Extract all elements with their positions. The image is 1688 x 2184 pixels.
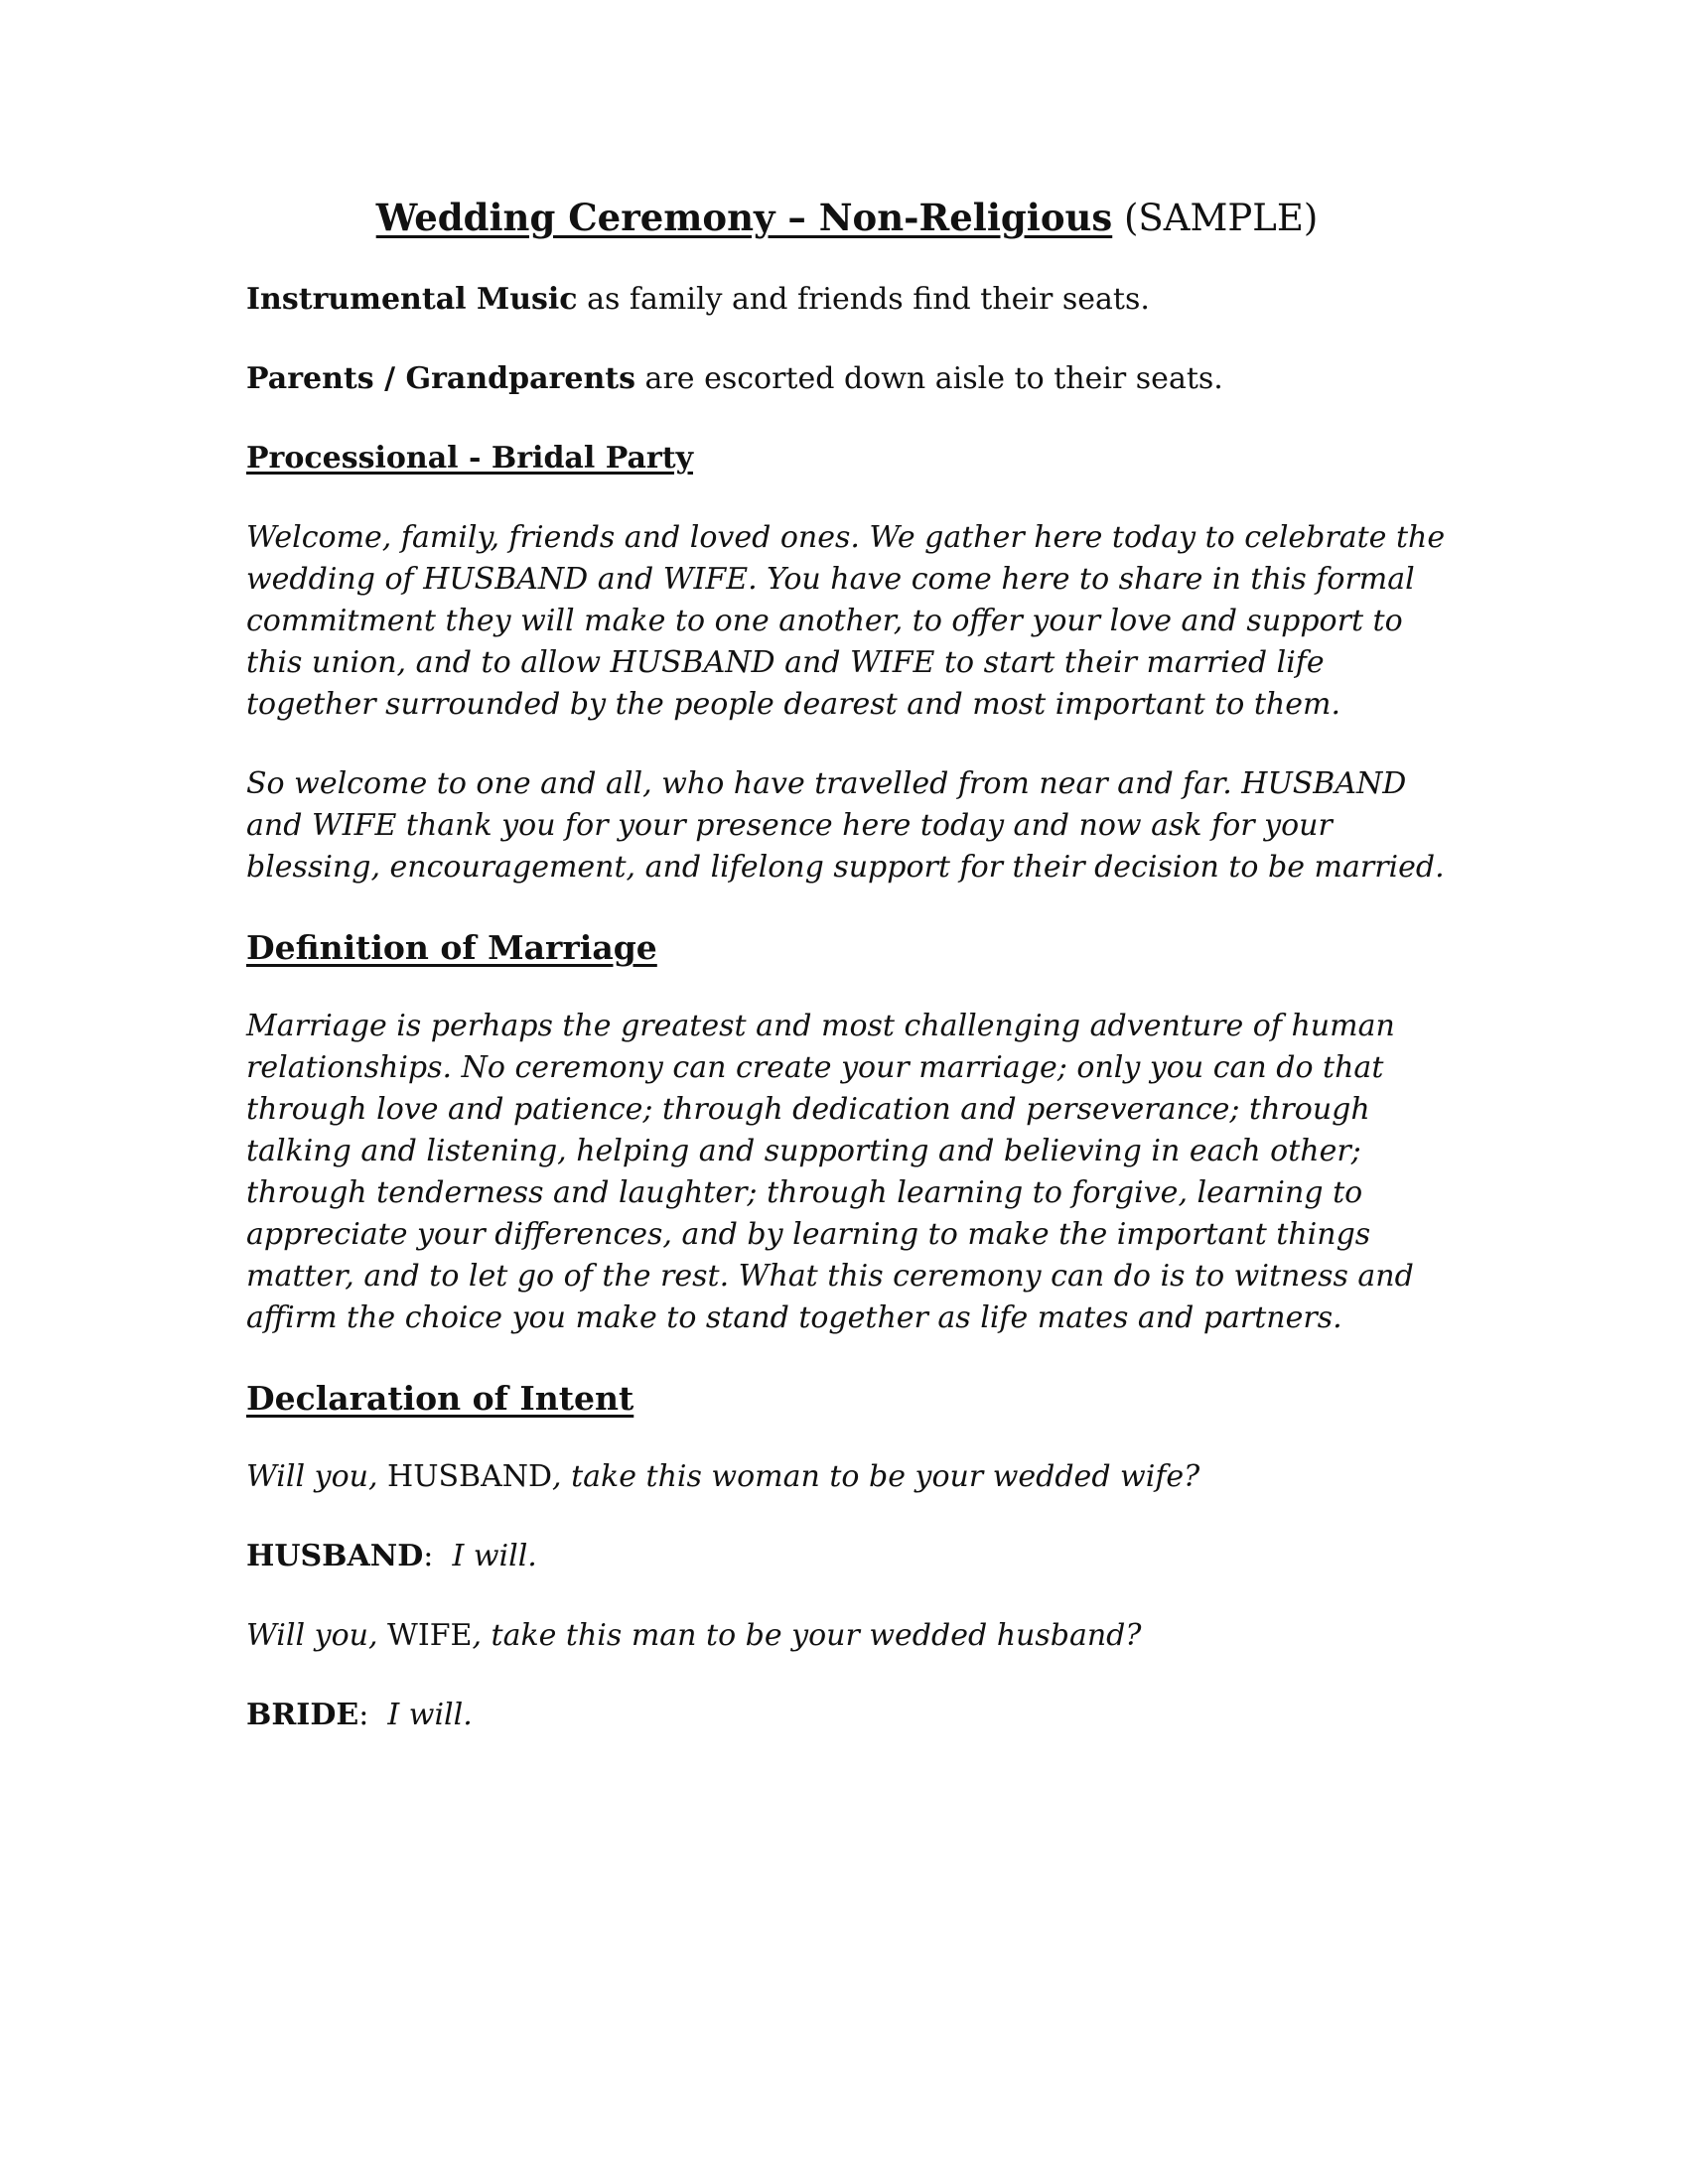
question-wife-prefix: Will you, [246,1618,388,1654]
parents-line [246,358,1448,400]
instrumental-music-text: as family and friends find their seats. [577,282,1150,318]
response-husband [246,1536,1448,1577]
definition-paragraph: Marriage is perhaps the greatest and most challenging adventure of human relationships. No ceremony can create your marriage; only you can do that through love and patience; through dedication and perseverance; through talking and listening, helping and supporting and believing in each other; through tenderness and laughter; through learning to forgive, learning to appreciate your differences, and by learning to make the important things matter, and to let go of the rest. What this ceremony can do is to witness and affirm the choice you make to stand together as life mates and partners. [246,1009,1414,1336]
response-husband-colon: : [423,1539,453,1574]
heading-declaration: Declaration of Intent [246,1379,634,1419]
welcome-paragraph-1: Welcome, family, friends and loved ones. We gather here today to celebrate the wedding of HUSBAND and WIFE. You have come here to share in this formal commitment they will make to one another, to offer your love and support to this union, and to allow HUSBAND and WIFE to start their married life together surrounded by the people dearest and most important to them. [246,520,1446,723]
parents-label: Parents / Grandparents [246,361,636,397]
welcome-paragraph-2: So welcome to one and all, who have travelled from near and far. HUSBAND and WIFE thank you for your presence here today and now ask for your blessing, encouragement, and lifelong support for their decision to be married. [246,766,1445,886]
instrumental-music-line [246,279,1448,321]
document-body [246,195,1448,1774]
title-tag: (SAMPLE) [1124,197,1319,239]
document-title [246,195,1448,241]
question-wife-name: WIFE [387,1618,473,1654]
question-husband-prefix: Will you, [246,1459,388,1495]
question-husband [246,1456,1448,1498]
question-wife-suffix: , take this man to be your wedded husband? [472,1618,1142,1654]
parents-text: are escorted down aisle to their seats. [635,361,1223,397]
question-husband-name: HUSBAND [387,1459,553,1495]
response-bride-name: BRIDE [246,1698,359,1733]
response-husband-name: HUSBAND [246,1539,424,1574]
response-husband-text: I will. [452,1539,537,1574]
question-husband-suffix: , take this woman to be your wedded wife? [552,1459,1200,1495]
response-bride [246,1695,1448,1736]
heading-processional: Processional - Bridal Party [246,441,693,477]
instrumental-music-label: Instrumental Music [246,282,578,318]
response-bride-text: I will. [387,1698,473,1733]
response-bride-colon: : [358,1698,388,1733]
heading-definition: Definition of Marriage [246,928,657,968]
question-wife [246,1615,1448,1657]
title-main: Wedding Ceremony – Non-Religious [375,196,1113,239]
